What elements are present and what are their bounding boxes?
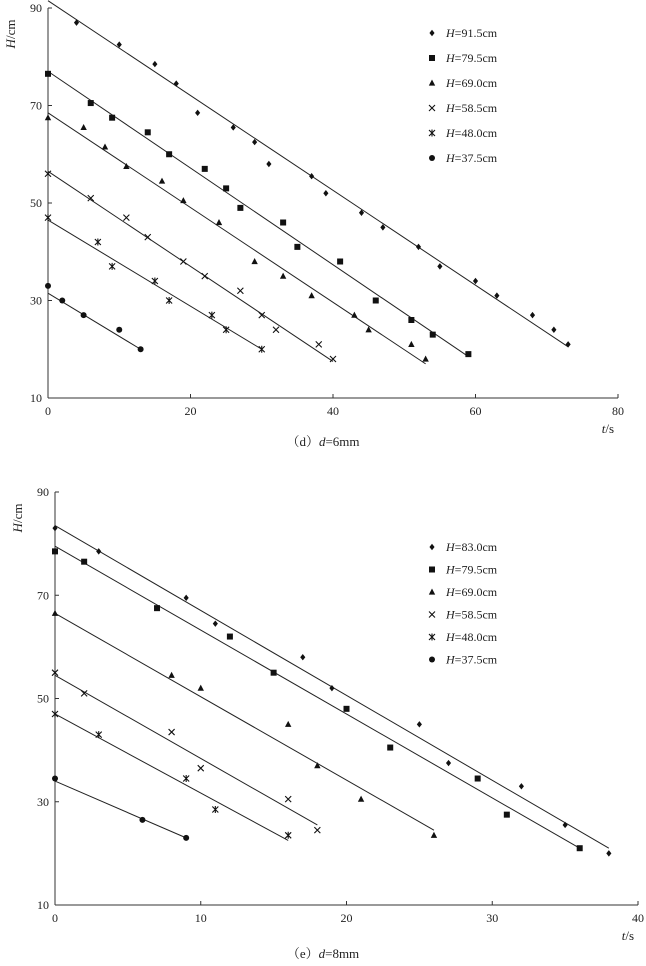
series-3 xyxy=(52,670,320,833)
data-point xyxy=(138,346,144,352)
data-point xyxy=(183,835,189,841)
data-point xyxy=(109,263,115,270)
data-point xyxy=(212,806,218,813)
data-point xyxy=(446,760,451,766)
fit-line xyxy=(55,781,186,838)
chart-0 xyxy=(3,1,624,449)
data-point xyxy=(577,845,583,851)
data-point xyxy=(430,332,436,338)
data-point xyxy=(280,273,286,279)
series-1 xyxy=(45,71,471,357)
data-point xyxy=(81,312,87,318)
data-point xyxy=(102,143,108,149)
y-tick-label: 10 xyxy=(37,898,49,912)
data-point xyxy=(45,283,51,289)
legend-entry: H=83.0cm xyxy=(446,540,498,554)
data-point xyxy=(183,775,189,782)
data-point xyxy=(184,595,189,601)
data-point xyxy=(52,525,57,531)
legend-entry: H=58.5cm xyxy=(446,607,498,622)
series-2 xyxy=(52,610,437,838)
y-axis-label: H/cm xyxy=(10,503,25,533)
y-axis-label: H/cm xyxy=(3,19,18,49)
fit-line xyxy=(48,171,333,361)
data-point xyxy=(95,239,101,246)
fit-line xyxy=(55,675,317,825)
data-point xyxy=(96,548,101,554)
data-point xyxy=(198,685,204,691)
fit-line xyxy=(48,220,262,349)
data-point xyxy=(273,327,279,333)
data-point xyxy=(174,80,179,86)
legend-entry: H=79.5cm xyxy=(446,51,498,65)
data-point xyxy=(309,173,314,179)
data-point xyxy=(504,812,510,818)
data-point xyxy=(316,341,322,347)
legend-marker xyxy=(429,567,435,573)
legend-marker xyxy=(429,55,435,61)
data-point xyxy=(280,220,286,226)
data-point xyxy=(519,783,524,789)
x-tick-label: 80 xyxy=(612,404,624,418)
data-point xyxy=(237,288,243,294)
x-tick-label: 0 xyxy=(45,404,51,418)
y-tick-label: 90 xyxy=(37,485,49,499)
y-tick-label: 30 xyxy=(37,794,49,809)
legend-entry: H=79.5cm xyxy=(446,562,498,577)
data-point xyxy=(373,298,379,304)
data-point xyxy=(88,100,94,106)
x-tick-label: 20 xyxy=(340,911,353,925)
data-point xyxy=(45,214,51,221)
legend-marker xyxy=(429,80,435,86)
data-point xyxy=(45,71,51,77)
y-tick-label: 70 xyxy=(37,588,49,603)
data-point xyxy=(530,312,535,318)
data-point xyxy=(465,351,471,357)
fit-line xyxy=(55,714,288,840)
data-point xyxy=(271,670,277,676)
x-axis-label: t/s xyxy=(621,928,634,943)
data-point xyxy=(109,115,115,121)
data-point xyxy=(473,278,478,284)
legend-marker xyxy=(429,589,435,595)
data-point xyxy=(408,317,414,323)
data-point xyxy=(285,796,291,802)
x-tick-label: 20 xyxy=(184,404,197,418)
legend-entry: H=69.0cm xyxy=(446,76,498,90)
data-point xyxy=(180,259,186,265)
data-point xyxy=(213,620,218,626)
legend-marker xyxy=(429,155,435,161)
data-point xyxy=(358,796,364,802)
series-1 xyxy=(52,546,583,851)
legend-entry: H=48.0cm xyxy=(446,630,498,644)
data-point xyxy=(408,341,414,347)
data-point xyxy=(202,166,208,172)
data-point xyxy=(145,129,151,135)
data-point xyxy=(606,850,611,856)
legend-entry: H=37.5cm xyxy=(446,652,498,667)
data-point xyxy=(139,817,145,823)
legend-marker xyxy=(429,30,434,36)
series-4 xyxy=(52,710,291,840)
data-point xyxy=(300,654,305,660)
y-tick-label: 30 xyxy=(30,293,42,308)
y-tick-label: 90 xyxy=(30,1,42,15)
data-point xyxy=(168,672,174,678)
legend-entry: H=69.0cm xyxy=(446,585,498,599)
legend-marker xyxy=(429,105,435,111)
data-point xyxy=(437,263,442,269)
data-point xyxy=(227,634,233,640)
data-point xyxy=(145,234,151,240)
data-point xyxy=(475,776,481,782)
data-point xyxy=(285,832,291,839)
x-axis-label: t/s xyxy=(601,421,614,436)
y-tick-label: 50 xyxy=(37,691,49,706)
data-point xyxy=(45,114,51,120)
x-tick-label: 0 xyxy=(52,911,58,925)
legend-marker xyxy=(429,612,435,618)
data-point xyxy=(159,178,165,184)
data-point xyxy=(152,278,158,285)
legend-marker xyxy=(429,544,434,550)
data-point xyxy=(323,190,328,196)
data-point xyxy=(259,346,265,353)
legend-entry: H=37.5cm xyxy=(446,151,498,165)
y-tick-label: 10 xyxy=(30,391,42,405)
data-point xyxy=(237,205,243,211)
data-point xyxy=(154,605,160,611)
data-point xyxy=(223,185,229,191)
data-point xyxy=(422,356,428,362)
data-point xyxy=(344,706,350,712)
data-point xyxy=(308,292,314,298)
x-tick-label: 60 xyxy=(469,404,482,418)
data-point xyxy=(566,341,571,347)
legend-marker xyxy=(429,130,435,137)
data-point xyxy=(96,731,102,738)
data-point xyxy=(337,259,343,265)
series-5 xyxy=(52,776,189,841)
legend-entry: H=91.5cm xyxy=(446,26,498,40)
fit-line xyxy=(48,113,426,364)
data-point xyxy=(209,312,215,319)
data-point xyxy=(387,745,393,751)
x-tick-label: 30 xyxy=(486,911,499,925)
data-point xyxy=(123,215,129,221)
fit-line xyxy=(55,546,580,848)
data-point xyxy=(116,327,122,333)
data-point xyxy=(223,326,229,333)
chart-1 xyxy=(10,485,644,961)
y-tick-label: 70 xyxy=(30,98,42,113)
data-point xyxy=(81,559,87,565)
data-point xyxy=(431,832,437,838)
series-0 xyxy=(52,525,611,857)
series-5 xyxy=(45,283,144,352)
legend-entry: H=48.0cm xyxy=(446,126,498,140)
x-tick-label: 40 xyxy=(632,911,644,925)
data-point xyxy=(52,776,58,782)
data-point xyxy=(195,110,200,116)
legend-entry: H=58.5cm xyxy=(446,101,498,115)
data-point xyxy=(52,610,58,616)
data-point xyxy=(52,710,58,717)
data-point xyxy=(216,219,222,225)
chart-caption: （d）d=6mm xyxy=(286,434,360,449)
data-point xyxy=(166,297,172,304)
fit-line xyxy=(55,613,434,830)
data-point xyxy=(294,244,300,250)
data-point xyxy=(198,765,204,771)
data-point xyxy=(266,161,271,167)
data-point xyxy=(169,729,175,735)
data-point xyxy=(417,721,422,727)
data-point xyxy=(285,721,291,727)
y-tick-label: 50 xyxy=(30,196,42,210)
data-point xyxy=(551,327,556,333)
legend-marker xyxy=(429,634,435,641)
x-tick-label: 40 xyxy=(327,404,339,418)
legend-marker xyxy=(429,657,435,663)
data-point xyxy=(80,124,86,130)
data-point xyxy=(563,822,568,828)
data-point xyxy=(180,197,186,203)
data-point xyxy=(166,151,172,157)
data-point xyxy=(52,548,58,554)
data-point xyxy=(152,61,157,67)
x-tick-label: 10 xyxy=(194,911,207,925)
data-point xyxy=(251,258,257,264)
data-point xyxy=(202,273,208,279)
data-point xyxy=(59,298,65,304)
data-point xyxy=(314,827,320,833)
chart-caption: （e）d=8mm xyxy=(286,946,360,961)
data-point xyxy=(416,244,421,250)
series-3 xyxy=(45,171,336,362)
